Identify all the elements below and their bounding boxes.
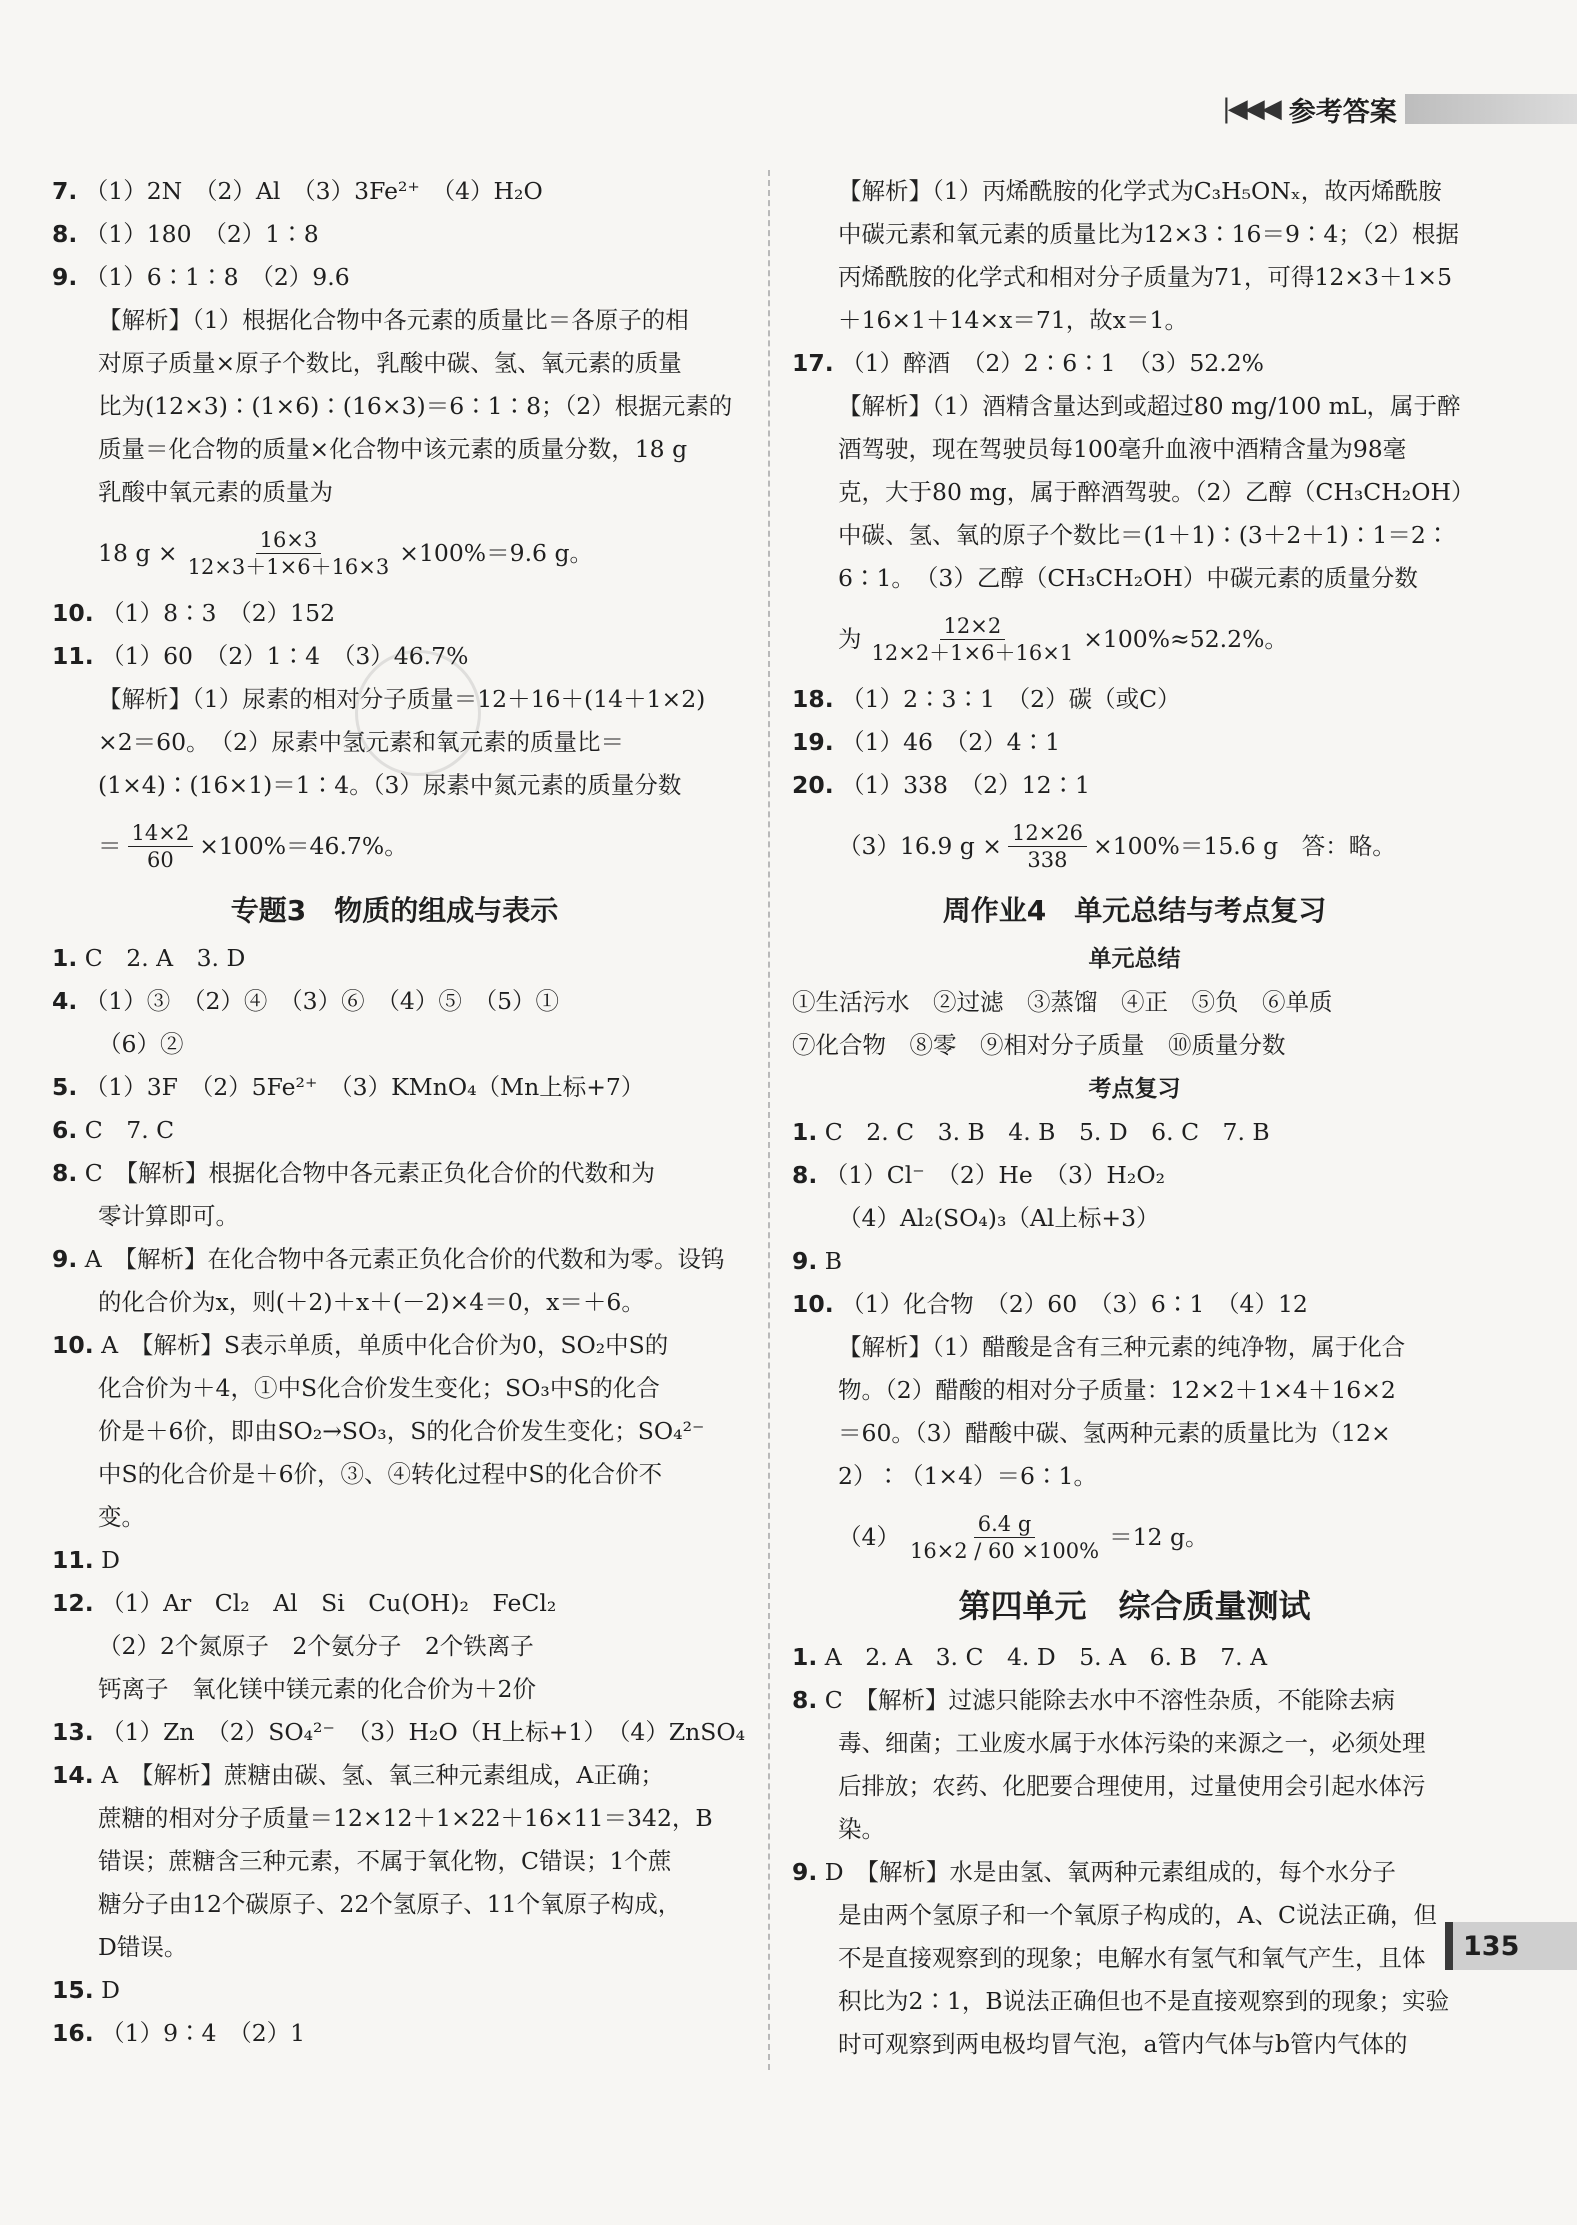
formula-line: 18 g × $\frac{16\times 3}{12\times 3+1\times 6+16\times 3}$ ×100%＝9.6 g。 xyxy=(98,527,594,579)
question-number: 11. xyxy=(52,1546,94,1574)
answer-line xyxy=(792,1455,1477,1498)
answer-line xyxy=(52,1883,737,1926)
answer-line xyxy=(52,1711,746,1754)
answer-text: 2）∶（1×4）＝6∶1。 xyxy=(838,1462,1097,1490)
question-number: 10. xyxy=(52,599,94,627)
answer-line xyxy=(52,256,737,299)
answer-line xyxy=(792,514,1477,557)
answer-text: 时可观察到两电极均冒气泡，a管内气体与b管内气体的 xyxy=(838,2030,1408,2058)
answer-line xyxy=(52,1324,737,1367)
answer-line xyxy=(52,980,737,1023)
answer-line xyxy=(52,428,737,471)
answer-line xyxy=(52,1926,737,1969)
answer-line xyxy=(52,1238,737,1281)
answer-text: 乳酸中氧元素的质量为 xyxy=(98,478,333,506)
answer-text: B xyxy=(824,1247,843,1275)
question-number: 9. xyxy=(792,1247,818,1275)
answer-line xyxy=(52,635,737,678)
answer-line xyxy=(792,1111,1477,1154)
answer-line xyxy=(792,1240,1477,1283)
answer-text: C 7. C xyxy=(84,1116,175,1144)
answer-text: D错误。 xyxy=(98,1933,188,1961)
answer-line xyxy=(52,1496,737,1539)
answer-text: ＋16×1＋14×x＝71，故x＝1。 xyxy=(838,306,1188,334)
answer-line xyxy=(52,1754,737,1797)
answer-line xyxy=(792,170,1477,213)
answer-text: 钙离子 氧化镁中镁元素的化合价为＋2价 xyxy=(98,1675,536,1703)
answer-line xyxy=(792,1412,1477,1455)
answer-line xyxy=(792,213,1477,256)
question-number: 13. xyxy=(52,1718,94,1746)
answer-line xyxy=(792,1283,1477,1326)
answer-line xyxy=(792,1197,1477,1240)
answer-text: （1）Cl⁻ （2）He （3）H₂O₂ xyxy=(824,1161,1166,1189)
answer-text: D xyxy=(101,1546,120,1574)
answer-line xyxy=(792,1722,1477,1765)
page-number-tab xyxy=(1445,1922,1577,1970)
answer-text: （1）46 （2）4∶1 xyxy=(841,728,1061,756)
answer-line xyxy=(792,1636,1477,1679)
answer-text: 化合价为＋4，①中S化合价发生变化；SO₃中S的化合 xyxy=(98,1374,660,1402)
question-number: 8. xyxy=(792,1686,818,1714)
answer-line xyxy=(52,592,737,635)
answer-text: 后排放；农药、化肥要合理使用，过量使用会引起水体污 xyxy=(838,1772,1426,1800)
subsection-title: 单元总结 xyxy=(1088,946,1181,972)
answer-text: C 2. A 3. D xyxy=(84,944,246,972)
answer-text: 中碳、氢、氧的原子个数比＝(1＋1)∶(3＋2＋1)∶1＝2∶ xyxy=(838,521,1450,549)
answer-text: （1）8∶3 （2）152 xyxy=(101,599,336,627)
answer-line xyxy=(52,1840,737,1883)
answer-line xyxy=(52,1023,737,1066)
subsection-title: 考点复习 xyxy=(1088,1076,1181,1102)
formula-line: 为 $\frac{12\times 2}{12\times 2+1\times 6+16\times 1}$ ×100%≈52.2%。 xyxy=(838,613,1288,665)
answer-text: 积比为2∶1，B说法正确但也不是直接观察到的现象；实验 xyxy=(838,1987,1450,2015)
page-tab-marker xyxy=(1445,1922,1453,1970)
answer-text: 6∶1。 （3）乙醇（CH₃CH₂OH）中碳元素的质量分数 xyxy=(838,564,1418,592)
question-number: 1. xyxy=(792,1118,818,1146)
answer-text: 不是直接观察到的现象；电解水有氢气和氧气产生，且体 xyxy=(838,1944,1426,1972)
answer-line xyxy=(792,2023,1477,2066)
answer-text: 对原子质量×原子个数比，乳酸中碳、氢、氧元素的质量 xyxy=(98,349,682,377)
summary-line: ⑦化合物 ⑧零 ⑨相对分子质量 ⑩质量分数 xyxy=(792,1031,1286,1059)
answer-text: （1）3F （2）5Fe²⁺ （3）KMnO₄（Mn上标+7） xyxy=(84,1073,645,1101)
answer-text: 糖分子由12个碳原子、22个氢原子、11个氧原子构成， xyxy=(98,1890,682,1918)
question-number: 1. xyxy=(792,1643,818,1671)
answer-text: 【解析】（1）丙烯酰胺的化学式为C₃H₅ONₓ，故丙烯酰胺 xyxy=(838,177,1442,205)
answer-text: 比为(12×3)∶(1×6)∶(16×3)＝6∶1∶8；（2）根据元素的 xyxy=(98,392,733,420)
answer-text: C 【解析】根据化合物中各元素正负化合价的代数和为 xyxy=(84,1159,655,1187)
answer-text: 【解析】（1）酒精含量达到或超过80 mg/100 mL，属于醉 xyxy=(838,392,1461,420)
answer-text: （1）化合物 （2）60 （3）6∶1 （4）12 xyxy=(841,1290,1308,1318)
summary-line: ①生活污水 ②过滤 ③蒸馏 ④正 ⑤负 ⑥单质 xyxy=(792,988,1333,1016)
answer-line xyxy=(52,1367,737,1410)
question-number: 8. xyxy=(792,1161,818,1189)
answer-text: 酒驾驶，现在驾驶员每100毫升血液中酒精含量为98毫 xyxy=(838,435,1407,463)
answer-line xyxy=(52,1453,737,1496)
answer-line xyxy=(792,678,1477,721)
answer-text: D 【解析】水是由氢、氧两种元素组成的，每个水分子 xyxy=(824,1858,1396,1886)
page-number: 135 xyxy=(1463,1930,1520,1962)
question-number: 17. xyxy=(792,349,834,377)
header-title: 参考答案 xyxy=(1288,96,1397,128)
answer-line xyxy=(52,213,737,256)
answer-line xyxy=(792,1808,1477,1851)
answer-text: （1）9∶4 （2）1 xyxy=(101,2019,306,2047)
answer-text: （1）6∶1∶8 （2）9.6 xyxy=(84,263,350,291)
question-number: 5. xyxy=(52,1073,78,1101)
answer-line xyxy=(52,385,737,428)
question-number: 14. xyxy=(52,1761,94,1789)
answer-text: 克，大于80 mg，属于醉酒驾驶。（2）乙醇（CH₃CH₂OH） xyxy=(838,478,1475,506)
answer-line xyxy=(792,1765,1477,1808)
answer-text: 【解析】（1）醋酸是含有三种元素的纯净物，属于化合 xyxy=(838,1333,1406,1361)
answer-text: 的化合价为x，则(＋2)＋x＋(－2)×4＝0，x＝＋6。 xyxy=(98,1288,645,1316)
section-title: 周作业4 单元总结与考点复习 xyxy=(942,894,1327,927)
answer-text: 质量＝化合物的质量×化合物中该元素的质量分数，18 g xyxy=(98,435,688,463)
formula-line: ＝ $\frac{14\times 2}{60}$ ×100%＝46.7%。 xyxy=(98,820,408,872)
question-number: 20. xyxy=(792,771,834,799)
answer-text: 蔗糖的相对分子质量＝12×12＋1×22＋16×11＝342，B xyxy=(98,1804,713,1832)
answer-text: 毒、细菌；工业废水属于水体污染的来源之一，必须处理 xyxy=(838,1729,1426,1757)
answer-text: （1）2N （2）Al （3）3Fe²⁺ （4）H₂O xyxy=(84,177,543,205)
answer-line xyxy=(52,342,737,385)
question-number: 19. xyxy=(792,728,834,756)
formula-line: （4） $\frac{6.4 g}{16\times 2 / 60 \times 100\%}$ ＝12 g。 xyxy=(838,1511,1209,1563)
answer-line xyxy=(792,428,1477,471)
question-number: 9. xyxy=(52,1245,78,1273)
section-title: 专题3 物质的组成与表示 xyxy=(230,894,559,927)
answer-text: A 【解析】S表示单质，单质中化合价为0，SO₂中S的 xyxy=(101,1331,669,1359)
back-arrows-icon: |◀◀◀ xyxy=(1222,94,1279,124)
question-number: 10. xyxy=(52,1331,94,1359)
answer-line xyxy=(52,1969,737,2012)
answer-line xyxy=(52,2012,737,2055)
question-number: 4. xyxy=(52,987,78,1015)
question-number: 8. xyxy=(52,1159,78,1187)
question-number: 9. xyxy=(52,263,78,291)
answer-line xyxy=(792,1154,1477,1197)
answer-line xyxy=(792,299,1477,342)
answer-line xyxy=(792,1369,1477,1412)
answer-text: 物。（2）醋酸的相对分子质量：12×2＋1×4＋16×2 xyxy=(838,1376,1396,1404)
header-bar xyxy=(1405,94,1577,124)
answer-line xyxy=(52,1797,737,1840)
answer-line xyxy=(792,1851,1477,1894)
page-header-tag xyxy=(1222,92,1577,126)
answer-line xyxy=(52,1195,737,1238)
answer-line xyxy=(792,557,1477,600)
answer-text: A 【解析】在化合物中各元素正负化合价的代数和为零。设钨 xyxy=(84,1245,725,1273)
answer-text: 零计算即可。 xyxy=(98,1202,239,1230)
question-number: 6. xyxy=(52,1116,78,1144)
answer-text: （1）60 （2）1∶4 （3）46.7% xyxy=(101,642,469,670)
answer-line xyxy=(52,170,737,213)
answer-line xyxy=(792,1937,1477,1980)
answer-line xyxy=(52,1539,737,1582)
unit-title: 第四单元 综合质量测试 xyxy=(958,1587,1311,1625)
answer-text: 中碳元素和氧元素的质量比为12×3∶16＝9∶4；（2）根据 xyxy=(838,220,1460,248)
answer-text: 【解析】（1）尿素的相对分子质量＝12＋16＋(14＋1×2) xyxy=(98,685,706,713)
question-number: 8. xyxy=(52,220,78,248)
answer-line xyxy=(52,1281,737,1324)
answer-text: ＝60。（3）醋酸中碳、氢两种元素的质量比为（12× xyxy=(838,1419,1391,1447)
answer-line xyxy=(52,1109,737,1152)
answer-text: (1×4)∶(16×1)＝1∶4。（3）尿素中氮元素的质量分数 xyxy=(98,771,682,799)
answer-line xyxy=(792,1980,1477,2023)
answer-text: （6）② xyxy=(98,1030,184,1058)
question-number: 18. xyxy=(792,685,834,713)
answer-line xyxy=(52,1625,737,1668)
answer-text: （1）Ar Cl₂ Al Si Cu(OH)₂ FeCl₂ xyxy=(101,1589,557,1617)
answer-line xyxy=(52,721,737,764)
answer-text: A 2. A 3. C 4. D 5. A 6. B 7. A xyxy=(824,1643,1268,1671)
answer-line xyxy=(792,342,1477,385)
answer-text: （1）③ （2）④ （3）⑥ （4）⑤ （5）① xyxy=(84,987,560,1015)
answer-text: （2）2个氮原子 2个氨分子 2个铁离子 xyxy=(98,1632,534,1660)
answer-text: 染。 xyxy=(838,1815,885,1843)
answer-line xyxy=(52,471,737,514)
answer-line xyxy=(792,1679,1477,1722)
question-number: 15. xyxy=(52,1976,94,2004)
answer-line xyxy=(792,256,1477,299)
answer-line xyxy=(792,471,1477,514)
question-number: 1. xyxy=(52,944,78,972)
right-column xyxy=(792,170,1477,2066)
answer-text: （1）醉酒 （2）2∶6∶1 （3）52.2% xyxy=(841,349,1264,377)
answer-text: （4）Al₂(SO₄)₃（Al上标+3） xyxy=(838,1204,1160,1232)
answer-line xyxy=(792,385,1477,428)
answer-text: 【解析】（1）根据化合物中各元素的质量比＝各原子的相 xyxy=(98,306,689,334)
answer-text: D xyxy=(101,1976,120,2004)
answer-text: 价是＋6价，即由SO₂→SO₃，S的化合价发生变化；SO₄²⁻ xyxy=(98,1417,705,1445)
answer-line xyxy=(792,721,1477,764)
answer-line xyxy=(792,1326,1477,1369)
answer-text: A 【解析】蔗糖由碳、氢、氧三种元素组成，A正确； xyxy=(101,1761,664,1789)
question-number: 11. xyxy=(52,642,94,670)
answer-line xyxy=(52,1152,737,1195)
answer-text: 中S的化合价是＋6价，③、④转化过程中S的化合价不 xyxy=(98,1460,663,1488)
answer-text: 是由两个氢原子和一个氧原子构成的，A、C说法正确，但 xyxy=(838,1901,1437,1929)
question-number: 12. xyxy=(52,1589,94,1617)
answer-text: （1）2∶3∶1 （2）碳（或C） xyxy=(841,685,1181,713)
answer-line xyxy=(52,1066,737,1109)
answer-line xyxy=(792,1894,1477,1937)
answer-line xyxy=(52,1582,737,1625)
answer-text: 丙烯酰胺的化学式和相对分子质量为71，可得12×3＋1×5 xyxy=(838,263,1453,291)
answer-text: （1）180 （2）1∶8 xyxy=(84,220,319,248)
question-number: 10. xyxy=(792,1290,834,1318)
answer-line xyxy=(52,678,737,721)
answer-text: C 2. C 3. B 4. B 5. D 6. C 7. B xyxy=(824,1118,1270,1146)
answer-text: ×2＝60。 （2）尿素中氢元素和氧元素的质量比＝ xyxy=(98,728,624,756)
answer-line xyxy=(792,764,1477,807)
answer-line xyxy=(52,1668,737,1711)
answer-text: 错误；蔗糖含三种元素，不属于氧化物，C错误；1个蔗 xyxy=(98,1847,672,1875)
answer-line xyxy=(52,299,737,342)
question-number: 16. xyxy=(52,2019,94,2047)
answer-text: （1）338 （2）12∶1 xyxy=(841,771,1090,799)
answer-text: C 【解析】过滤只能除去水中不溶性杂质，不能除去病 xyxy=(824,1686,1395,1714)
formula-line: （3）16.9 g × $\frac{12\times 26}{338}$ ×100%＝15.6 g 答：略。 xyxy=(838,820,1396,872)
answer-text: （1）Zn （2）SO₄²⁻ （3）H₂O（H上标+1） （4）ZnSO₄ xyxy=(101,1718,746,1746)
answer-line xyxy=(52,937,737,980)
question-number: 9. xyxy=(792,1858,818,1886)
answer-text: 变。 xyxy=(98,1503,145,1531)
question-number: 7. xyxy=(52,177,78,205)
answer-line xyxy=(52,764,737,807)
answer-line xyxy=(52,1410,737,1453)
column-divider xyxy=(768,170,770,2070)
left-column xyxy=(52,170,746,2055)
